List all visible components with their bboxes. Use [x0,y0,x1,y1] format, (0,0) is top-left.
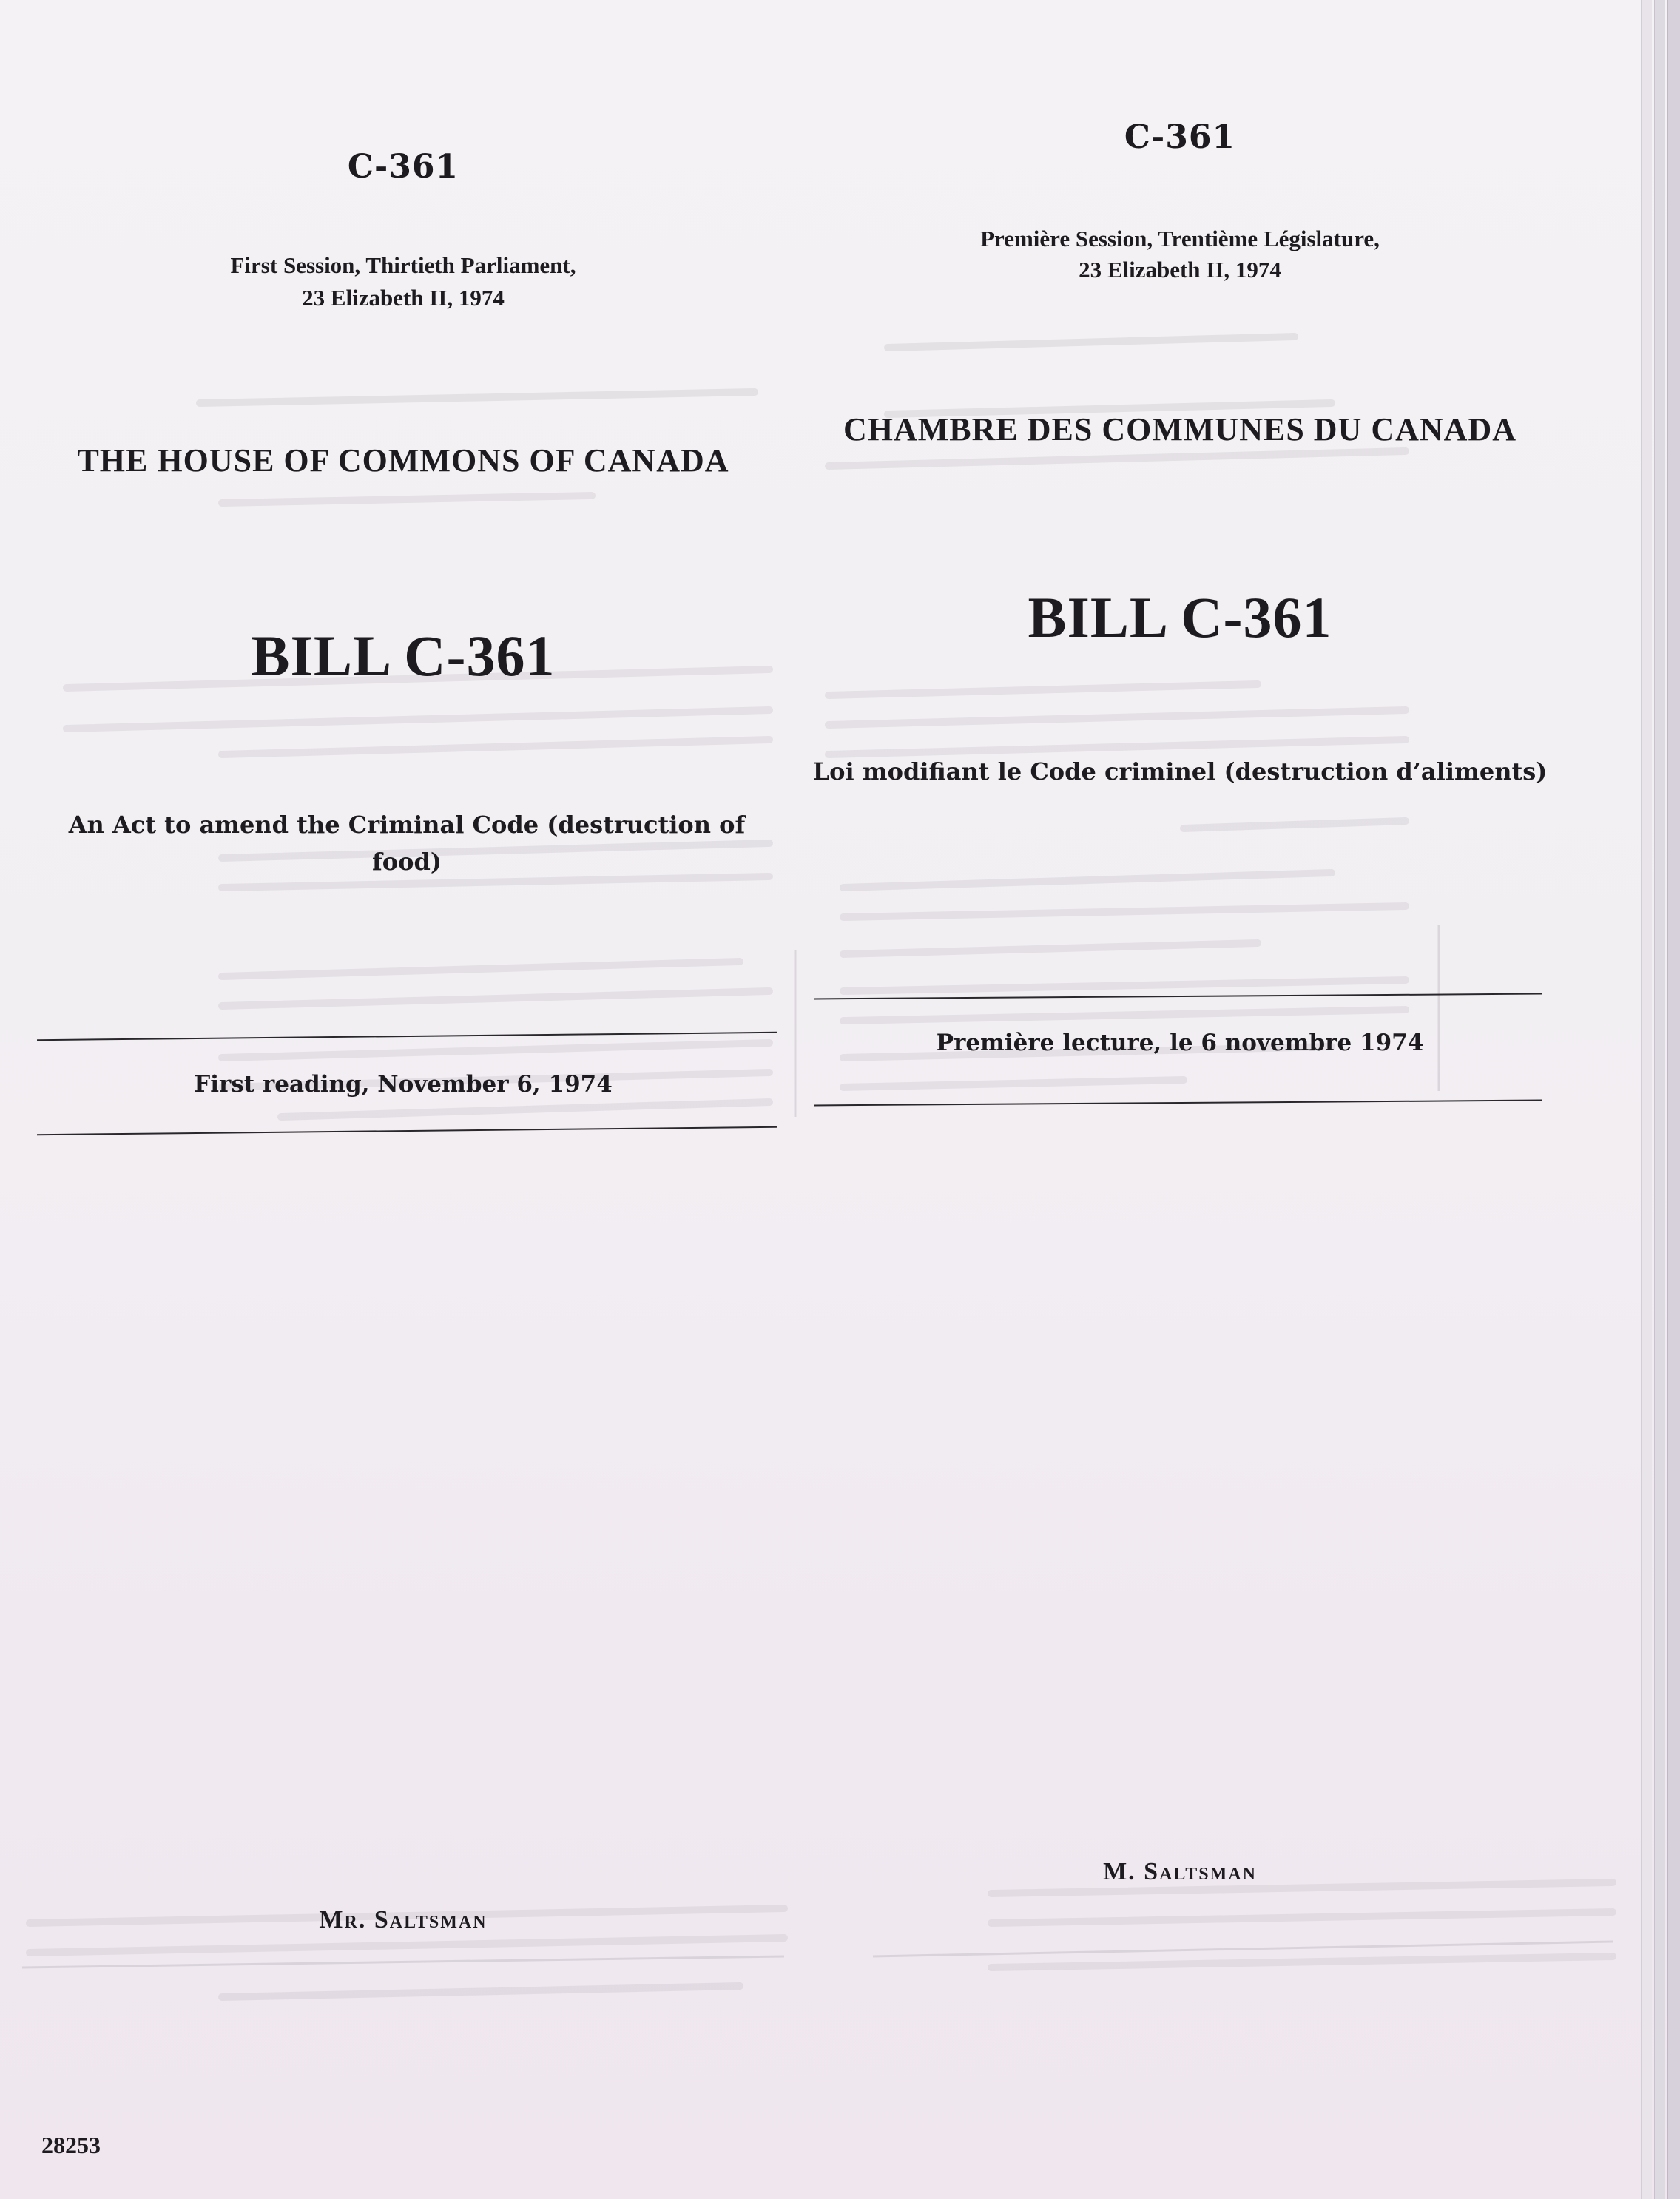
sponsor: Mr. Saltsman [319,1906,488,1933]
session-line: Première Session, Trentième Législature, [980,226,1380,251]
bill-number: C-361 [347,148,459,186]
sponsor: M. Saltsman [1103,1858,1257,1885]
house-name: THE HOUSE OF COMMONS OF CANADA [77,442,729,479]
french-cover [810,0,1550,2199]
bill-title: BILL C-361 [251,624,556,688]
english-cover [30,0,777,2199]
act-title: An Act to amend the Criminal Code (destruction of food) [68,811,746,876]
first-reading: Première lecture, le 6 novembre 1974 [936,1030,1424,1056]
page-number: 28253 [41,2132,101,2158]
first-reading: First reading, November 6, 1974 [194,1071,613,1098]
page-edge [1641,0,1652,2199]
bill-title: BILL C-361 [1028,585,1332,649]
session-line: First Session, Thirtieth Parliament, [230,252,576,278]
bill-number: C-361 [1124,118,1236,156]
rule-bottom [814,1100,1542,1107]
page-edge [1667,0,1680,2199]
rule-top [37,1032,777,1041]
house-name: CHAMBRE DES COMMUNES DU CANADA [843,411,1517,447]
rule-top [814,993,1542,1000]
session-year: 23 Elizabeth II, 1974 [1079,257,1281,283]
page-edge [1654,0,1665,2199]
session-year: 23 Elizabeth II, 1974 [302,285,505,311]
act-title: Loi modifiant le Code criminel (destruction d’aliments) [812,757,1548,786]
rule-bottom [37,1126,777,1135]
